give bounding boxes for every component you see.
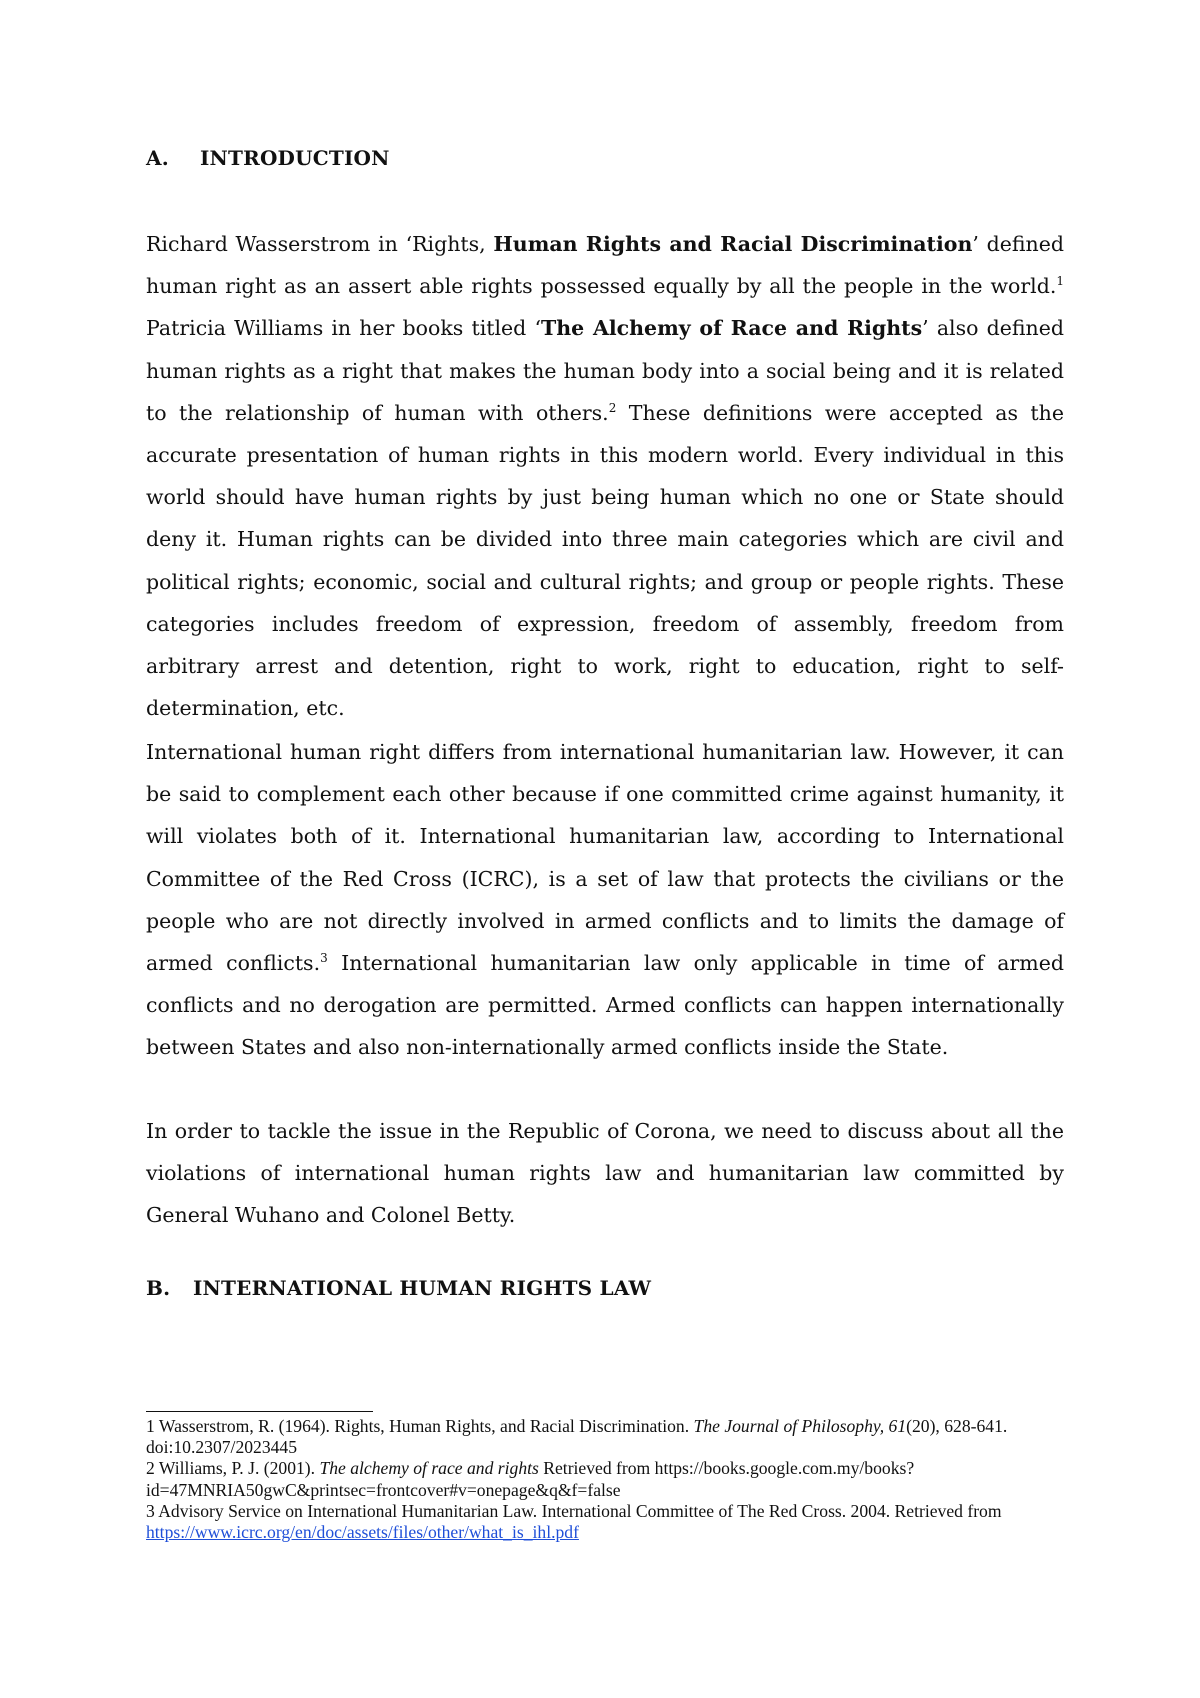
text-run: International humanitarian law only applicable in time of armed conflicts and no derogation are permitted. Armed conflicts can happen internationally between States and also non-internationally armed conflicts inside the State. — [146, 951, 1064, 1060]
section-number: B. — [146, 1276, 171, 1300]
text-run: Patricia Williams in her books titled ‘ — [146, 316, 541, 341]
text-run: ’ also defined human rights as a right that makes the human body into a social being and it is related to the relationship of human with others. — [146, 316, 1064, 425]
text-run: International human right differs from international humanitarian law. However, it can be said to complement each other because if one committed crime against humanity, it will violates both of it. International humanitarian law, according to International Committee of the Red Cross (ICRC), is a set of law that protects the civilians or the people who are not directly involved in armed conflicts and to limits the damage of armed conflicts. — [146, 740, 1064, 976]
footnote-reference-1[interactable]: 1 — [1056, 274, 1064, 289]
paragraph-definitions — [146, 223, 1064, 729]
footnote-separator — [146, 1411, 373, 1412]
text-run: These definitions were accepted as the accurate presentation of human rights in this modern world. Every individual in this world should have human rights by just being human which no one or State should deny it. Human rights can be divided into three main categories which are civil and political rights; economic, social and cultural rights; and group or people rights. These categories includes freedom of expression, freedom of assembly, freedom from arbitrary arrest and detention, right to work, right to education, right to self-determination, etc. — [146, 400, 1064, 721]
footnote-3: 3 Advisory Service on International Humanitarian Law. International Committee of The Red Cross. 2004. Retrieved from https://www.icrc.org/en/doc/assets/files/other/what_is_ihl.pdf — [146, 1500, 1002, 1543]
section-number: A. — [146, 146, 169, 170]
text-run: ’ defined human right as an assert able rights possessed equally by all the people in the world. — [146, 232, 1065, 299]
text-run: Richard Wasserstrom in ‘Rights, — [146, 232, 494, 256]
footnote-2: 2 Williams, P. J. (2001). The alchemy of race and rights Retrieved from https://books.google.com.my/books?id=47MNRIA50gwC&printsec=frontcover#v=onepage&q&f=false — [146, 1458, 915, 1500]
footnote-reference-2[interactable]: 2 — [608, 400, 617, 415]
footnote-1: 1 Wasserstrom, R. (1964). Rights, Human Rights, and Racial Discrimination. The Journal of Philosophy, 61(20), 628-641. doi:10.2307/2023445 — [146, 1416, 1008, 1458]
section-title: INTERNATIONAL HUMAN RIGHTS LAW — [193, 1276, 652, 1300]
paragraph-corona-issue — [146, 1110, 1064, 1237]
footnote-journal-title: The Journal of Philosophy, 61 — [693, 1416, 907, 1436]
section-heading-introduction — [146, 146, 390, 170]
footnote-reference-3[interactable]: 3 — [320, 951, 328, 966]
text-run: In order to tackle the issue in the Republic of Corona, we need to discuss about all the violations of international human rights law and humanitarian law committed by General Wuhano and Colonel Betty. — [146, 1119, 1064, 1228]
bold-title-wasserstrom: Human Rights and Racial Discrimination — [493, 232, 973, 256]
bold-title-williams: The Alchemy of Race and Rights — [540, 316, 923, 341]
section-heading-human-rights-law — [146, 1276, 651, 1300]
footnote-book-title: The alchemy of race and rights — [319, 1458, 539, 1479]
section-title: INTRODUCTION — [200, 146, 390, 170]
icrc-link[interactable]: https://www.icrc.org/en/doc/assets/files/other/what_is_ihl.pdf — [146, 1522, 579, 1543]
paragraph-humanitarian-law — [146, 731, 1064, 1069]
footnotes — [146, 1416, 1076, 1543]
